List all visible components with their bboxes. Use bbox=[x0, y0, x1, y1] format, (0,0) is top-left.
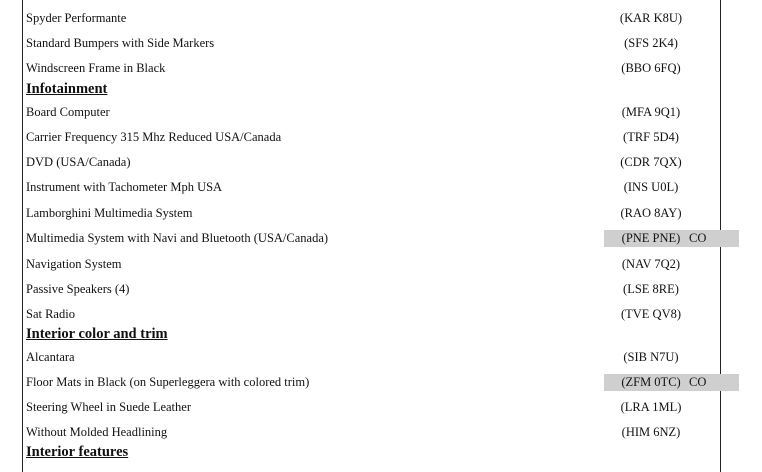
item-code: (BBO 6FQ) bbox=[621, 61, 681, 75]
item-flag: CO bbox=[689, 231, 707, 245]
item-label: Lamborghini Multimedia System bbox=[26, 206, 193, 220]
item-code: (LRA 1ML) bbox=[620, 400, 682, 414]
item-label: DVD (USA/Canada) bbox=[26, 155, 131, 169]
item-code: (SIB N7U) bbox=[623, 350, 679, 364]
item-label: Carrier Frequency 315 Mhz Reduced USA/Canada bbox=[26, 130, 282, 144]
list-item bbox=[26, 178, 716, 200]
list-item bbox=[26, 59, 716, 81]
list-item bbox=[26, 398, 716, 420]
list-item bbox=[26, 280, 716, 302]
item-label: Navigation System bbox=[26, 257, 122, 271]
list-item bbox=[26, 153, 716, 175]
list-item bbox=[26, 305, 716, 327]
section-heading-interior-color: Interior color and trim bbox=[26, 326, 168, 342]
list-item bbox=[26, 128, 716, 150]
list-item bbox=[26, 103, 716, 125]
item-label: Standard Bumpers with Side Markers bbox=[26, 36, 215, 50]
list-item bbox=[26, 423, 716, 445]
item-code: (INS U0L) bbox=[623, 180, 679, 194]
item-code: (ZFM 0TC) bbox=[621, 375, 681, 389]
item-code: (TRF 5D4) bbox=[623, 130, 679, 144]
item-code: (KAR K8U) bbox=[619, 11, 683, 25]
item-code: (SFS 2K4) bbox=[624, 36, 678, 50]
item-label: Board Computer bbox=[26, 105, 110, 119]
item-label: Multimedia System with Navi and Bluetooth (USA/Canada) bbox=[26, 231, 329, 245]
item-code: (TVE QV8) bbox=[620, 307, 682, 321]
list-item bbox=[26, 348, 716, 370]
item-code: (LSE 8RE) bbox=[623, 282, 679, 296]
item-code: (CDR 7QX) bbox=[620, 155, 682, 169]
item-label: Spyder Performante bbox=[26, 11, 127, 25]
item-label: Passive Speakers (4) bbox=[26, 282, 130, 296]
list-item-highlighted bbox=[26, 373, 716, 395]
list-item bbox=[26, 34, 716, 56]
item-label: Alcantara bbox=[26, 350, 75, 364]
item-flag: CO bbox=[689, 375, 707, 389]
item-label: Windscreen Frame in Black bbox=[26, 61, 166, 75]
section-heading-interior-features: Interior features bbox=[26, 444, 129, 460]
list-item bbox=[26, 9, 716, 31]
item-code: (PNE PNE) bbox=[621, 231, 681, 245]
item-code: (HIM 6NZ) bbox=[621, 425, 681, 439]
item-label: Floor Mats in Black (on Superleggera with colored trim) bbox=[26, 375, 310, 389]
item-label: Without Molded Headlining bbox=[26, 425, 168, 439]
item-label: Instrument with Tachometer Mph USA bbox=[26, 180, 223, 194]
item-code: (RAO 8AY) bbox=[620, 206, 682, 220]
list-item-highlighted bbox=[26, 229, 716, 251]
section-heading-infotainment: Infotainment bbox=[26, 81, 108, 97]
list-item bbox=[26, 255, 716, 277]
item-label: Steering Wheel in Suede Leather bbox=[26, 400, 191, 414]
item-label: Sat Radio bbox=[26, 307, 75, 321]
item-code: (NAV 7Q2) bbox=[621, 257, 681, 271]
list-item bbox=[26, 204, 716, 226]
item-code: (MFA 9Q1) bbox=[621, 105, 681, 119]
